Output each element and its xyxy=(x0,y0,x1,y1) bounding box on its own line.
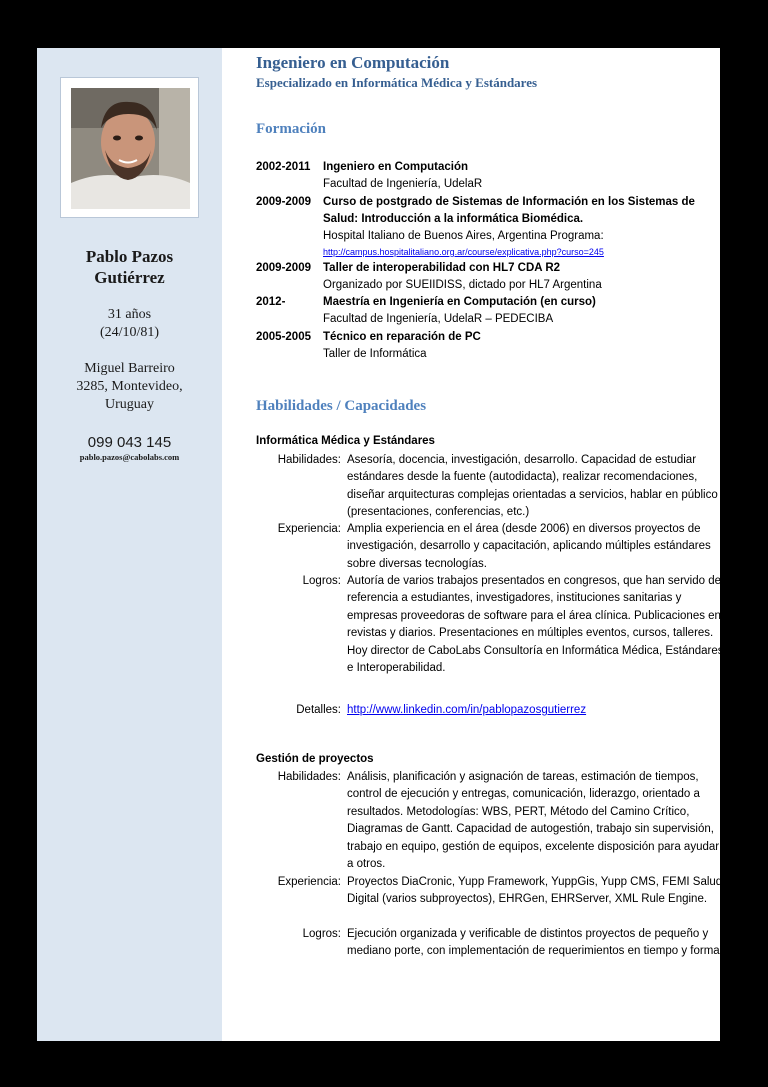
skill-label: Detalles: xyxy=(296,704,341,716)
education-title: Ingeniero en Computación xyxy=(323,161,469,173)
skill-row xyxy=(256,521,726,573)
profile-photo-frame xyxy=(60,77,199,218)
skill-row xyxy=(256,874,726,909)
phone: 099 043 145 xyxy=(87,434,172,451)
education-entry xyxy=(256,329,726,363)
education-title: Curso de postgrado de Sistemas de Información en los Sistemas de Salud: Introducción a la informática Biomédica. xyxy=(323,196,695,225)
profile-photo xyxy=(71,88,190,209)
skill-label: Logros: xyxy=(302,928,341,940)
education-detail: Organizado por SUEIIDISS, dictado por HL7 Argentina xyxy=(323,279,602,291)
skill-row xyxy=(256,452,726,522)
skill-label: Experiencia: xyxy=(277,876,341,888)
skill-label: Habilidades: xyxy=(277,454,341,466)
skill-label: Experiencia: xyxy=(277,523,341,535)
education-detail: Facultad de Ingeniería, UdelaR xyxy=(323,178,483,190)
address-line-3: Uruguay xyxy=(105,397,154,412)
job-title: Ingeniero en Computación xyxy=(256,53,450,72)
skill-value: Asesoría, docencia, investigación, desarrollo. Capacidad de estudiar estándares desde la fuente (autodidacta), realizar recomendaciones, diseñar arquitecturas complejas orientadas a servicios, hablar en público (presentaciones, conferencias, etc.) xyxy=(347,454,718,519)
education-link[interactable]: http://campus.hospitalitaliano.org.ar/course/explicativa.php?curso=245 xyxy=(323,247,604,257)
email[interactable]: pablo.pazos@cabolabs.com xyxy=(79,452,180,462)
education-title: Maestría en Ingeniería en Computación (en curso) xyxy=(323,296,596,308)
birthdate: (24/10/81) xyxy=(99,325,160,340)
education-title: Técnico en reparación de PC xyxy=(323,331,481,343)
name-line-2: Gutiérrez xyxy=(94,268,165,287)
education-title: Taller de interoperabilidad con HL7 CDA R2 xyxy=(323,262,561,274)
skill-value: Ejecución organizada y verificable de distintos proyectos de pequeño y mediano porte, con implementación de requerimientos en tiempo y forma. xyxy=(347,928,723,958)
sidebar xyxy=(37,48,222,1041)
education-entry xyxy=(256,260,726,294)
age: 31 años xyxy=(107,307,152,322)
skills-heading: Habilidades / Capacidades xyxy=(256,398,427,414)
skill-row xyxy=(256,573,726,677)
skill-row xyxy=(256,926,726,961)
education-years: 2012- xyxy=(256,296,286,308)
address-line-2: 3285, Montevideo, xyxy=(76,379,183,394)
skill-value: Proyectos DiaCronic, Yupp Framework, YuppGis, Yupp CMS, FEMI Salud Digital (varios subproyectos), EHRGen, EHRServer, XML Rule Engine. xyxy=(347,876,723,906)
education-entry xyxy=(256,159,726,193)
person-name xyxy=(37,246,222,288)
skill-label: Logros: xyxy=(302,575,341,587)
skill-value: Amplia experiencia en el área (desde 2006) en diversos proyectos de investigación, desarrollo y capacitación, aplicando múltiples estándares sobre diversas tecnologías. xyxy=(347,523,711,570)
skill-value: Análisis, planificación y asignación de tareas, estimación de tiempos, control de ejecución y entregas, comunicación, liderazgo, orientado a resultados. Metodologías: WBS, PERT, Método del Camino Crítico, Diagramas de Gantt. Capacidad de autogestión, trabajo sin supervisión, trabajo en equipo, gestión de equipos, excelente disposición para ayudar a otros. xyxy=(347,771,720,871)
education-years: 2009-2009 xyxy=(256,262,311,274)
education-detail: Taller de Informática xyxy=(323,348,427,360)
address-line-1: Miguel Barreiro xyxy=(84,361,175,376)
education-years: 2009-2009 xyxy=(256,196,311,208)
job-subtitle: Especializado en Informática Médica y Estándares xyxy=(256,75,538,90)
education-detail: Hospital Italiano de Buenos Aires, Argentina Programa: xyxy=(323,230,604,242)
resume-page xyxy=(37,48,724,1041)
name-line-1: Pablo Pazos xyxy=(85,247,174,266)
education-entry xyxy=(256,194,726,259)
skill-category: Gestión de proyectos xyxy=(256,753,374,765)
address-block xyxy=(37,360,222,414)
education-heading: Formación xyxy=(256,121,326,137)
education-years: 2002-2011 xyxy=(256,161,311,173)
skill-value: Autoría de varios trabajos presentados en congresos, que han servido de referencia a estudiantes, investigadores, instituciones sanitarias y empresas proveedoras de software para el área clínica. Publicaciones en revistas y diarios. Presentaciones en múltiples eventos, cursos, talleres. Hoy director de CaboLabs Consultoría en Informática Médica, Estándares e Interoperabilidad. xyxy=(347,575,724,675)
linkedin-link[interactable]: http://www.linkedin.com/in/pablopazosgutierrez xyxy=(347,704,587,716)
skill-label: Habilidades: xyxy=(277,771,341,783)
skill-row xyxy=(256,769,726,873)
skill-row xyxy=(256,702,726,719)
main-content xyxy=(256,48,724,1041)
skill-category: Informática Médica y Estándares xyxy=(256,435,435,447)
education-years: 2005-2005 xyxy=(256,331,311,343)
age-block xyxy=(37,306,222,342)
education-entry xyxy=(256,294,726,328)
education-detail: Facultad de Ingeniería, UdelaR – PEDECIBA xyxy=(323,313,554,325)
